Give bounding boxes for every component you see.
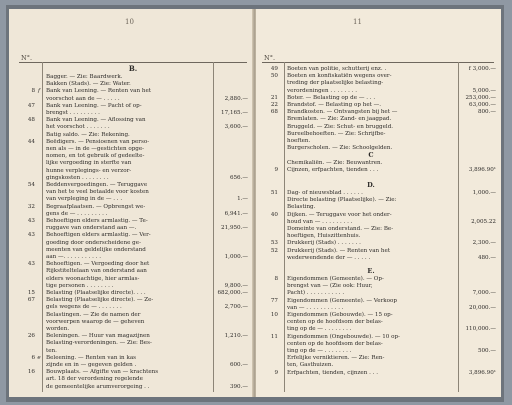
entry-text: Erfpachten, tienden, cijnzen . . .: [287, 369, 378, 376]
entry-number: 43: [27, 232, 35, 239]
entry-amount: 3,600.—: [224, 124, 248, 131]
entry-amount: 21,950.—: [221, 225, 248, 232]
entry-number: 52: [270, 247, 278, 254]
left-page: [9, 9, 254, 397]
entry-text: ting op de — . . . . . . . .: [287, 326, 352, 333]
entry-amount: 63,000.—: [469, 102, 496, 108]
entry-text: Brandkosten. — Ontvangsten bij het —: [287, 109, 398, 116]
entry-number: 77: [270, 297, 278, 304]
entry-text: Cijnzen, erfpachten, tienden . . .: [287, 167, 379, 174]
entry-text: Dijken. — Teruggave voor het onder-: [287, 211, 392, 218]
entry-amount: 656.—: [229, 174, 248, 181]
entry-text: Eigendommen (Ongebouwde). — 10 op-: [287, 333, 400, 340]
entry-text: Belasting (Plaatselijke directe). . . .: [46, 290, 146, 296]
entry-text: Bank van Leening. — Pacht of op-: [46, 102, 142, 109]
entry-text: worden.: [46, 326, 70, 332]
entry-text: gels wegens de — . . . . . . .: [46, 304, 122, 311]
entry-amount: 3,896.90¹: [468, 369, 496, 376]
entry-amount: 1,210.—: [224, 333, 248, 340]
entry-text: meenten van geldelijke onderstand: [46, 246, 146, 253]
entry-number: 44: [27, 138, 35, 145]
entry-text: Belasting (Plaatselijke directe). — Ze-: [46, 297, 154, 304]
entry-amount: 20,000.—: [469, 304, 496, 311]
entry-row: [9, 383, 254, 391]
entry-text: het voorschot . . . . . . .: [46, 124, 110, 131]
entry-text: Chemikaliën. — Zie: Beuwantren.: [287, 160, 383, 166]
entry-row: [256, 166, 501, 174]
entry-text: Bouwplaats. — Afgifte van — krachtens: [46, 369, 159, 376]
book-spread: [6, 5, 504, 402]
entry-text: goeding door onderscheidene ge-: [46, 239, 141, 246]
entry-amount: 2,300.—: [472, 240, 496, 247]
entry-text: brengst . . . . . . . . .: [46, 110, 100, 116]
entry-florin-mark: e: [37, 354, 41, 361]
right-n-label: N°.: [264, 54, 276, 62]
entry-number: 9: [274, 369, 278, 376]
entry-amount: 1,000.—: [224, 254, 248, 260]
entry-number: 22: [270, 102, 278, 108]
entry-text: van het te veel betaalde voor kosten: [46, 189, 149, 196]
entry-amount: 253,000.—: [465, 94, 496, 101]
entry-text: Drukkerij (Stads) . . . . . . .: [287, 240, 361, 247]
entry-text: elders woonachtige, hier armlas-: [46, 275, 140, 282]
entry-text: de gemeentelijke arumverorgeing . .: [46, 383, 150, 390]
left-n-label: N°.: [21, 54, 33, 62]
entry-amount: 2,700.—: [224, 304, 248, 311]
entry-amount: 800.—: [477, 109, 496, 116]
entry-text: nomen, en tot gebruik of gedeelte-: [46, 153, 145, 160]
entry-text: Bagger. — Zie: Baardwerk.: [46, 74, 123, 80]
entry-text: Beddenvergoedingen. — Teruggave: [46, 182, 148, 188]
entry-text: Belasting-verordeningen. — Zie: Bes-: [46, 340, 152, 347]
entry-text: Behoeftigen elders armlastig. — Te-: [46, 218, 148, 224]
entry-text: Behoeftigen. — Vergoeding door het: [46, 261, 150, 268]
entry-text: hoeften.: [287, 138, 311, 144]
entry-text: gingskosten . . . . . . . .: [46, 174, 109, 181]
entry-text: Pacht) . . . . . . . . . . .: [287, 290, 345, 297]
entry-amount: 600.—: [229, 362, 248, 368]
entry-text: ruggave van onderstand aan —.: [46, 225, 137, 232]
entry-number: 51: [270, 190, 278, 196]
entry-text: Boeten van politie, schutterij enz. .: [287, 66, 387, 72]
entry-number: 67: [27, 297, 35, 304]
entry-number: 6: [31, 354, 35, 361]
entry-text: zijnde en in — gegeven gelden .: [46, 362, 137, 368]
entry-text: aan —. . . . . . . . . . .: [46, 254, 101, 260]
entry-text: art. 18 der verordening regelende: [46, 376, 143, 383]
entry-number: 68: [270, 109, 278, 116]
entry-amount: 480.—: [477, 254, 496, 261]
section-c-header: C: [368, 151, 374, 159]
entry-text: Batig saldo. — Zie: Rekening.: [46, 131, 130, 138]
entry-number: 15: [27, 290, 35, 296]
entry-text: Rijkstiteltelaan van onderstand aan: [46, 268, 147, 275]
entry-number: 53: [270, 240, 278, 247]
entry-text: nen als — in de —gestichten opge-: [46, 146, 145, 152]
entry-number: 32: [27, 203, 35, 210]
entry-text: hoeftigen, Huiszittenhuis.: [287, 233, 361, 240]
entry-text: Bank van Leening. — Aflossing van: [46, 117, 146, 124]
entry-row: [256, 369, 501, 377]
entry-text: centen op de hoofdsom der belas-: [287, 319, 383, 326]
section-d-header: D.: [367, 181, 375, 189]
entry-text: houd van — . . . . . . . . .: [287, 218, 353, 225]
entry-text: brengst van — (Zie ook: Huur,: [287, 283, 373, 290]
entry-number: 43: [27, 261, 35, 268]
entry-amount: 2,005.22: [471, 218, 496, 225]
entry-text: Boeten en konfiskatiën wegens over-: [287, 73, 392, 80]
entry-text: Beleening. — Renten van in kas: [46, 354, 137, 361]
entry-text: Boter. — Belasting op de — . . .: [287, 94, 376, 101]
entry-text: Domeinte van onderstand. — Zie: Be-: [287, 226, 394, 232]
entry-florin-mark: f: [37, 88, 41, 95]
entry-amount: 110,000.—: [465, 326, 496, 333]
entry-text: voorwerpen waarop de — geheven: [46, 318, 145, 325]
entry-amount: 5,000.—: [472, 87, 496, 94]
entry-amount: f 3,000.—: [468, 66, 496, 72]
entry-text: Dag- of nieuwsblad . . . . . .: [287, 190, 363, 196]
entry-number: 10: [270, 312, 278, 318]
entry-text: verordeningen . . . . . . . .: [287, 87, 358, 94]
entry-amount: 17,165.—: [221, 110, 248, 116]
entry-text: voorschot aan de — . . . . .: [46, 95, 120, 102]
entry-text: lijke vergoeding in sterfte van: [46, 160, 132, 167]
entry-number: 48: [27, 117, 35, 124]
entry-text: gens de — . . . . . . . . .: [46, 210, 108, 217]
entry-number: 49: [270, 66, 278, 72]
entry-text: Belastingen. — Zie de namen der: [46, 311, 141, 318]
entry-amount: 1,000.—: [472, 190, 496, 196]
left-page-number: 10: [125, 18, 134, 26]
entry-text: ting op de — . . . . . . . .: [287, 348, 352, 354]
entry-number: 54: [27, 182, 35, 188]
right-page: [256, 9, 501, 397]
entry-amount: 2,880.—: [224, 95, 248, 102]
entry-amount: 7,000.—: [472, 290, 496, 297]
entry-number: 8: [31, 88, 35, 95]
entry-number: 47: [27, 102, 35, 109]
entry-row: [256, 254, 501, 262]
entry-number: 9: [274, 167, 278, 174]
entry-amount: 6,941.—: [224, 210, 248, 217]
entry-number: 8: [274, 276, 278, 282]
left-section-header: B.: [128, 64, 138, 73]
entry-text: wederwendende der — . . . . .: [287, 254, 371, 261]
entry-text: Bureelbehoeften. — Zie: Schrijfbe-: [287, 130, 386, 137]
right-top-rule: [262, 62, 494, 63]
entry-text: Brandstof. — Belasting op het —.: [287, 102, 382, 108]
entry-text: Behoeftigen elders armlastig. — Ver-: [46, 232, 151, 239]
entry-number: 43: [27, 218, 35, 224]
entry-amount: 390.—: [229, 383, 248, 390]
entry-text: Burgerscholen. — Zie: Schoolgelden.: [287, 145, 393, 152]
entry-text: Beëdigers. — Pensioenen van perso-: [46, 138, 150, 145]
entry-number: 16: [27, 369, 35, 376]
entry-text: Belasting.: [287, 204, 316, 211]
entry-text: Drukkerij (Stads). — Renten van het: [287, 247, 391, 254]
entry-number: 21: [270, 94, 278, 101]
entry-number: 50: [270, 73, 278, 80]
entry-text: ten.: [46, 347, 57, 354]
entry-text: Bakken (Stads). — Zie: Water.: [46, 81, 131, 88]
entry-text: ten, Gasthuizen.: [287, 362, 334, 369]
entry-text: Erfelijke verniktieren. — Zie: Ren-: [287, 355, 385, 362]
entry-text: van verpleging in de — . . .: [46, 196, 123, 203]
entry-text: Beleningen. — Huur van magazijnen: [46, 333, 150, 340]
entry-number: 40: [270, 211, 278, 218]
entry-text: Bruggeld. — Zie: Schut- en bruggeld.: [287, 123, 394, 130]
entry-amount: 3,896.90¹: [468, 167, 496, 174]
entry-amount: 682,000.—: [217, 290, 248, 296]
entry-amount: 9,800.—: [224, 282, 248, 289]
entry-text: van — . . . . . . . . . . .: [287, 304, 344, 311]
section-e-header: E.: [367, 267, 375, 275]
entry-text: centen op de hoofdsom der belas-: [287, 340, 383, 347]
right-page-number: 11: [353, 18, 362, 26]
entry-number: 11: [270, 333, 278, 340]
entry-amount: 500.—: [477, 348, 496, 354]
entry-text: Eigendommen (Gebouwde). — 15 op-: [287, 312, 393, 318]
entry-text: Bremlaten. — Zie: Zand- en jaagpad.: [287, 116, 392, 123]
entry-text: Directe belasting (Plaatselijke). — Zie:: [287, 197, 397, 204]
entry-text: treding der plaatselijke belasting-: [287, 80, 384, 87]
entry-text: Eigendommen (Gemeente). — Op-: [287, 276, 384, 282]
entry-number: 26: [27, 333, 35, 340]
entry-amount: 1.—: [237, 196, 248, 203]
entry-text: Begraafplaatsen. — Opbrengst we-: [46, 203, 146, 210]
entry-text: tige personen . . . . . . . .: [46, 282, 114, 289]
entry-text: hunne verplegings- en verzor-: [46, 167, 132, 174]
entry-text: Eigendommen (Gemeente). — Verkoop: [287, 297, 397, 304]
entry-text: Bank van Leening. — Renten van het: [46, 88, 152, 95]
